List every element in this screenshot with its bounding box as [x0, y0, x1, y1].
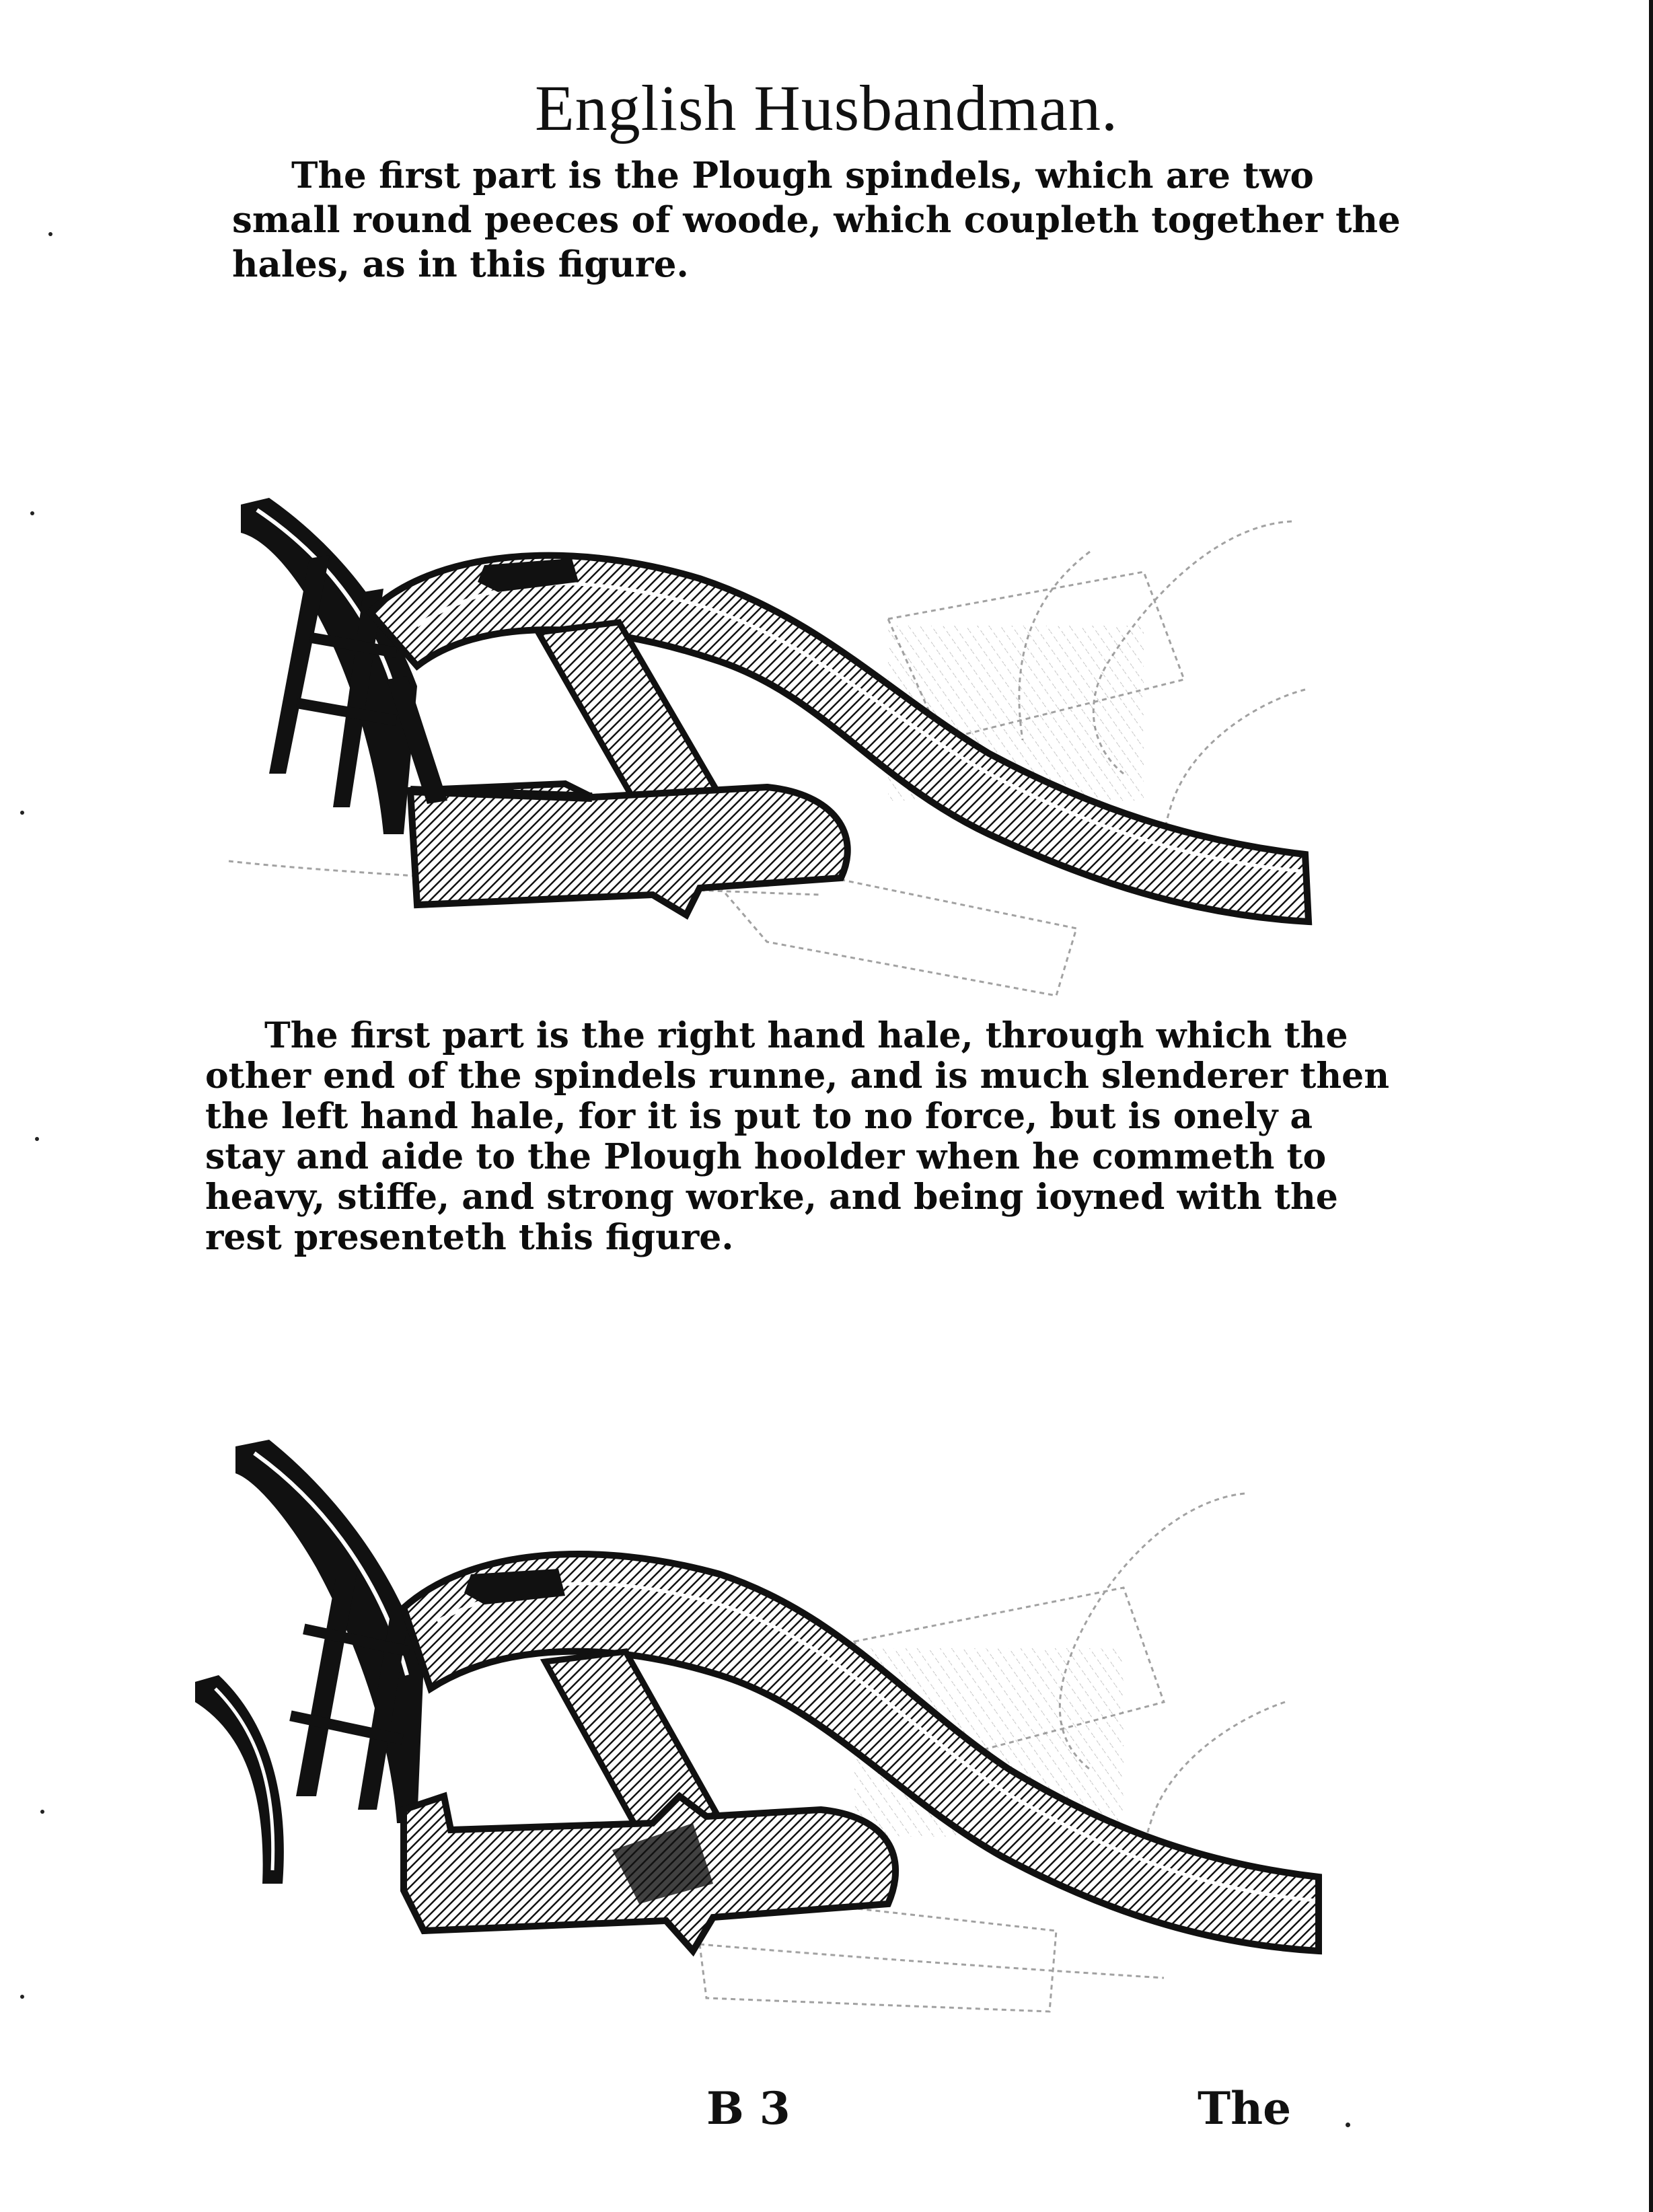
- text-line: heavy, stiffe, and strong worke, and being ioyned with the: [205, 1177, 1338, 1218]
- running-head: English Husbandman.: [535, 72, 1118, 144]
- scan-speck: [20, 811, 24, 815]
- text-line: small round peeces of woode, which coupleth together the: [232, 199, 1401, 241]
- scan-speck: [48, 232, 52, 236]
- scan-speck: [1346, 2123, 1350, 2127]
- scan-speck: [35, 1137, 39, 1141]
- page-edge-border: [1649, 0, 1653, 2212]
- scan-speck: [30, 511, 34, 515]
- paragraph-spindels: [232, 153, 1401, 287]
- plough-hales-woodcut: [182, 1420, 1352, 2038]
- text-line: the left hand hale, for it is put to no force, but is onely a: [205, 1096, 1313, 1137]
- text-line: stay and aide to the Plough hoolder when he commeth to: [205, 1136, 1327, 1177]
- scan-speck: [40, 1810, 44, 1814]
- text-line: rest presenteth this figure.: [205, 1217, 734, 1258]
- signature-mark: B 3: [706, 2082, 791, 2135]
- paragraph-right-hand-hale: [205, 1015, 1390, 1258]
- text-line: hales, as in this figure.: [232, 244, 689, 285]
- plough-spindels-woodcut: [215, 457, 1359, 1029]
- scan-speck: [20, 1995, 24, 1999]
- text-line: The first part is the Plough spindels, which are two: [291, 155, 1314, 196]
- text-line: The first part is the right hand hale, through which the: [264, 1015, 1348, 1056]
- catchword: The: [1198, 2082, 1292, 2135]
- text-line: other end of the spindels runne, and is much slenderer then: [205, 1056, 1390, 1097]
